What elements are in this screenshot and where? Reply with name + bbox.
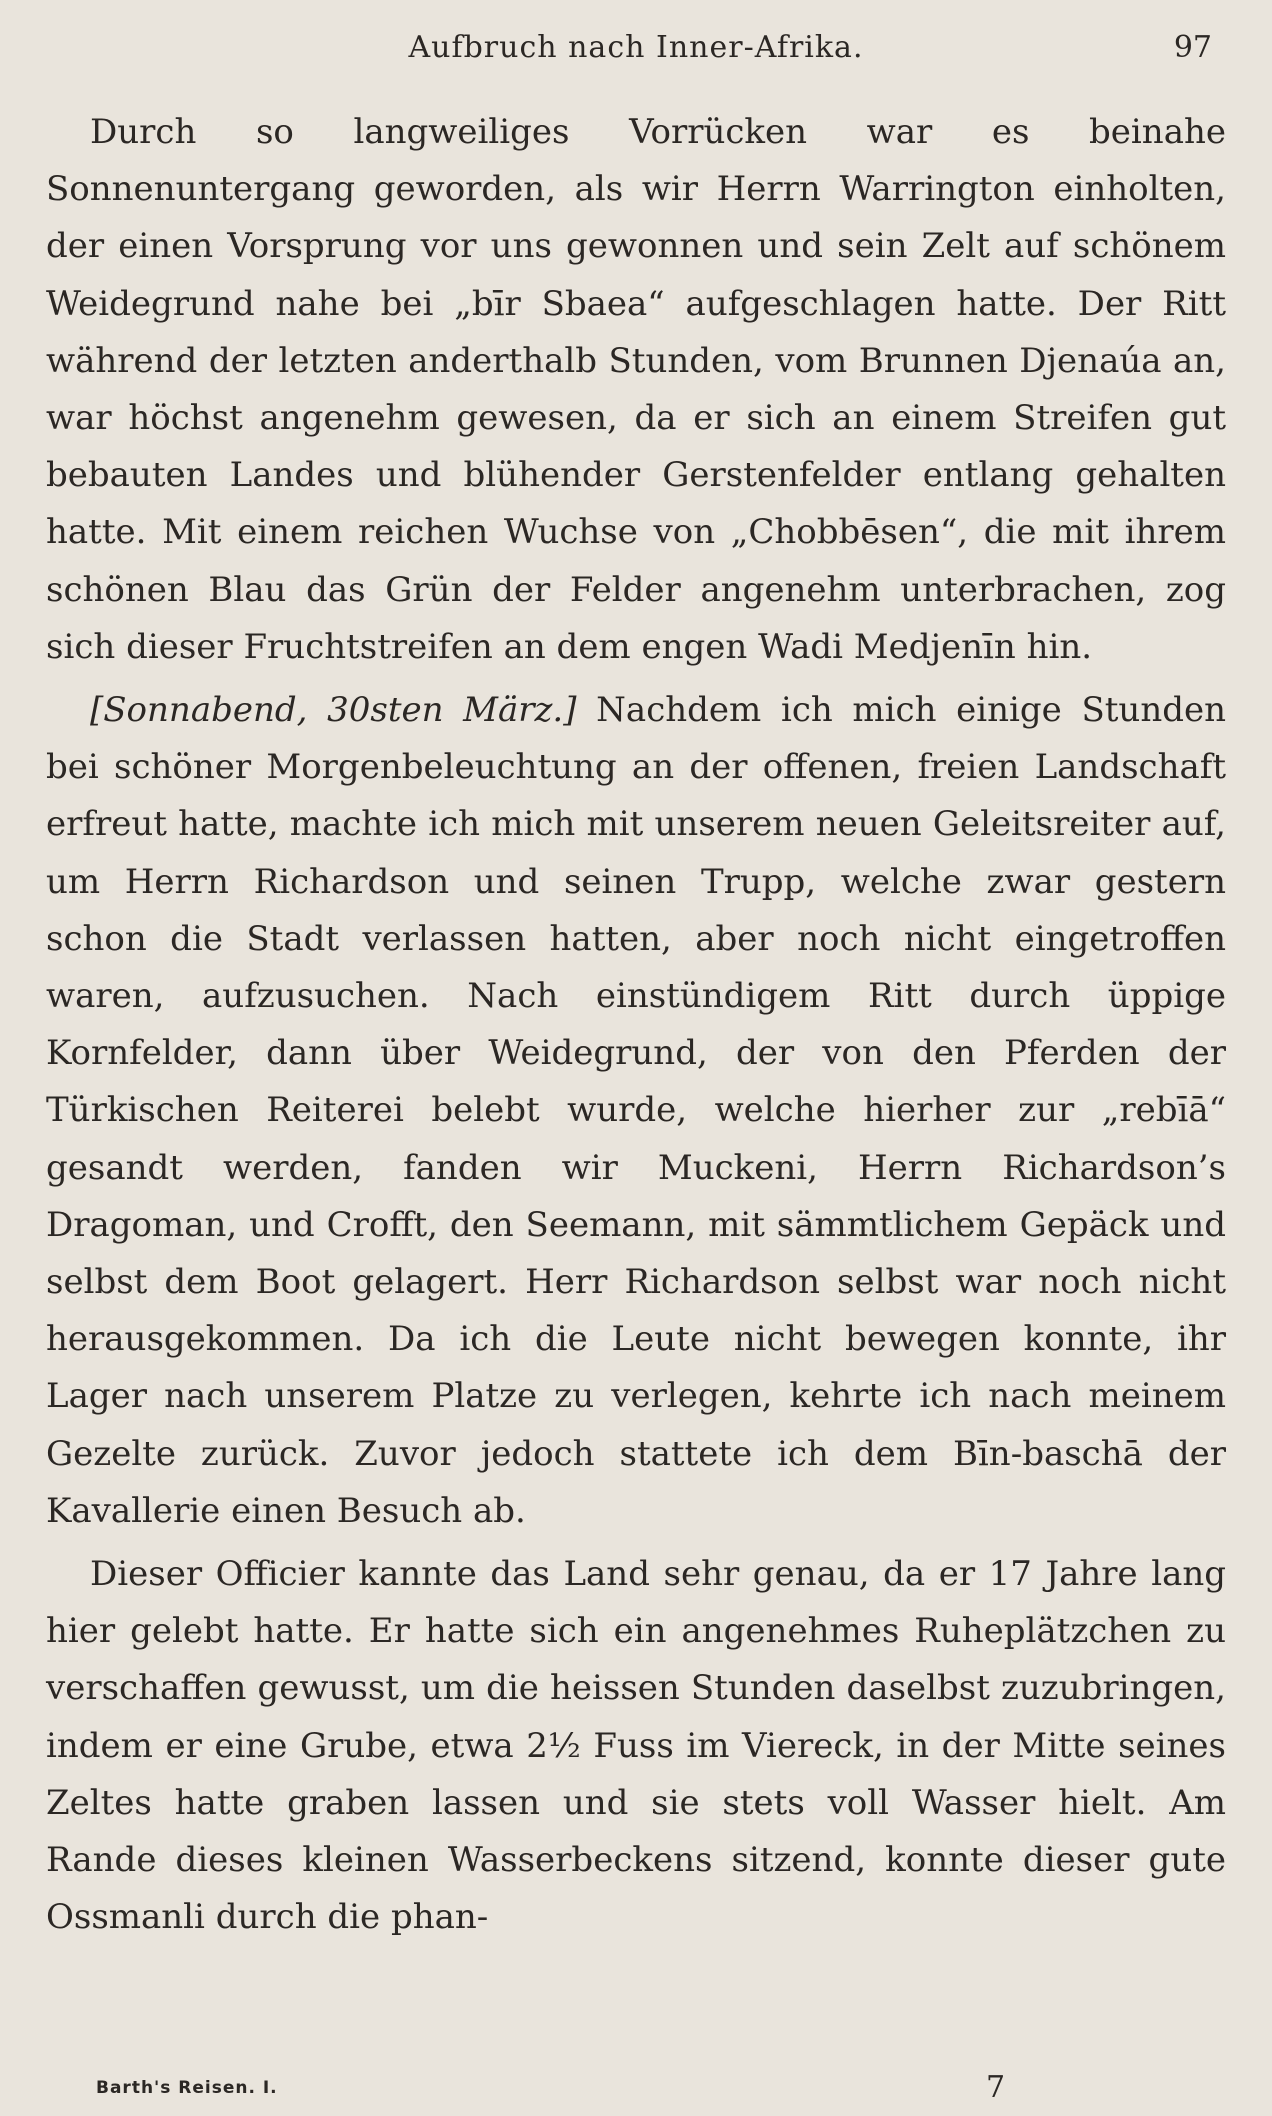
body-text (46, 104, 1226, 1947)
paragraph-1 (46, 104, 1226, 676)
running-header (46, 30, 1226, 86)
page-number: 97 (1173, 30, 1212, 65)
signature-mark: 7 (986, 2070, 1006, 2105)
footer-signature: Barth's Reisen. I. (96, 2078, 278, 2098)
paragraph-3 (46, 1546, 1226, 1946)
paragraph-2-text: Nachdem ich mich einige Stunden bei schöner Morgenbeleuchtung an der offenen, freien Landschaft erfreut hatte, machte ich mich mit unserem neuen Geleitsreiter auf, um Herrn Richardson und seinen Trupp, welche zwar gestern schon die Stadt verlassen hatten, aber noch nicht eingetroffen waren, aufzusuchen. Nach einstündigem Ritt durch üppige Kornfelder, dann über Weidegrund, der von den Pferden der Türkischen Reiterei belebt wurde, welche hierher zur „rebīā“ gesandt werden, fanden wir Muckeni, Herrn Richardson’s Dragoman, und Crofft, den Seemann, mit sämmtlichem Gepäck und selbst dem Boot gelagert. Herr Richardson selbst war noch nicht herausgekommen. Da ich die Leute nicht bewegen konnte, ihr Lager nach unserem Platze zu verlegen, kehrte ich nach meinem Gezelte zurück. Zuvor jedoch stattete ich dem Bīn-baschā der Kavallerie einen Besuch ab. (46, 690, 1227, 1531)
page-footer (96, 2068, 1226, 2108)
running-title: Aufbruch nach Inner-Afrika. (408, 30, 864, 65)
paragraph-3-text: Dieser Officier kannte das Land sehr genau, da er 17 Jahre lang hier gelebt hatte. Er hatte sich ein angenehmes Ruheplätzchen zu verschaffen gewusst, um die heissen Stunden daselbst zuzubringen, indem er eine Grube, etwa 2½ Fuss im Viereck, in der Mitte seines Zeltes hatte graben lassen und sie stets voll Wasser hielt. Am Rande dieses kleinen Wasserbeckens sitzend, konnte dieser gute Ossmanli durch die phan- (46, 1554, 1226, 1938)
paragraph-2 (46, 682, 1226, 1540)
dateline: [Sonnabend, 30sten März.] (90, 690, 577, 731)
paragraph-1-text: Durch so langweiliges Vorrücken war es beinahe Sonnenuntergang geworden, als wir Herrn Warrington einholten, der einen Vorsprung vor uns gewonnen und sein Zelt auf schönem Weidegrund nahe bei „bīr Sbaea“ aufgeschlagen hatte. Der Ritt während der letzten anderthalb Stunden, vom Brunnen Djenaúa an, war höchst angenehm gewesen, da er sich an einem Streifen gut bebauten Landes und blühender Gerstenfelder entlang gehalten hatte. Mit einem reichen Wuchse von „Chobbēsen“, die mit ihrem schönen Blau das Grün der Felder angenehm unterbrachen, zog sich dieser Fruchtstreifen an dem engen Wadi Medjenīn hin. (46, 112, 1226, 667)
